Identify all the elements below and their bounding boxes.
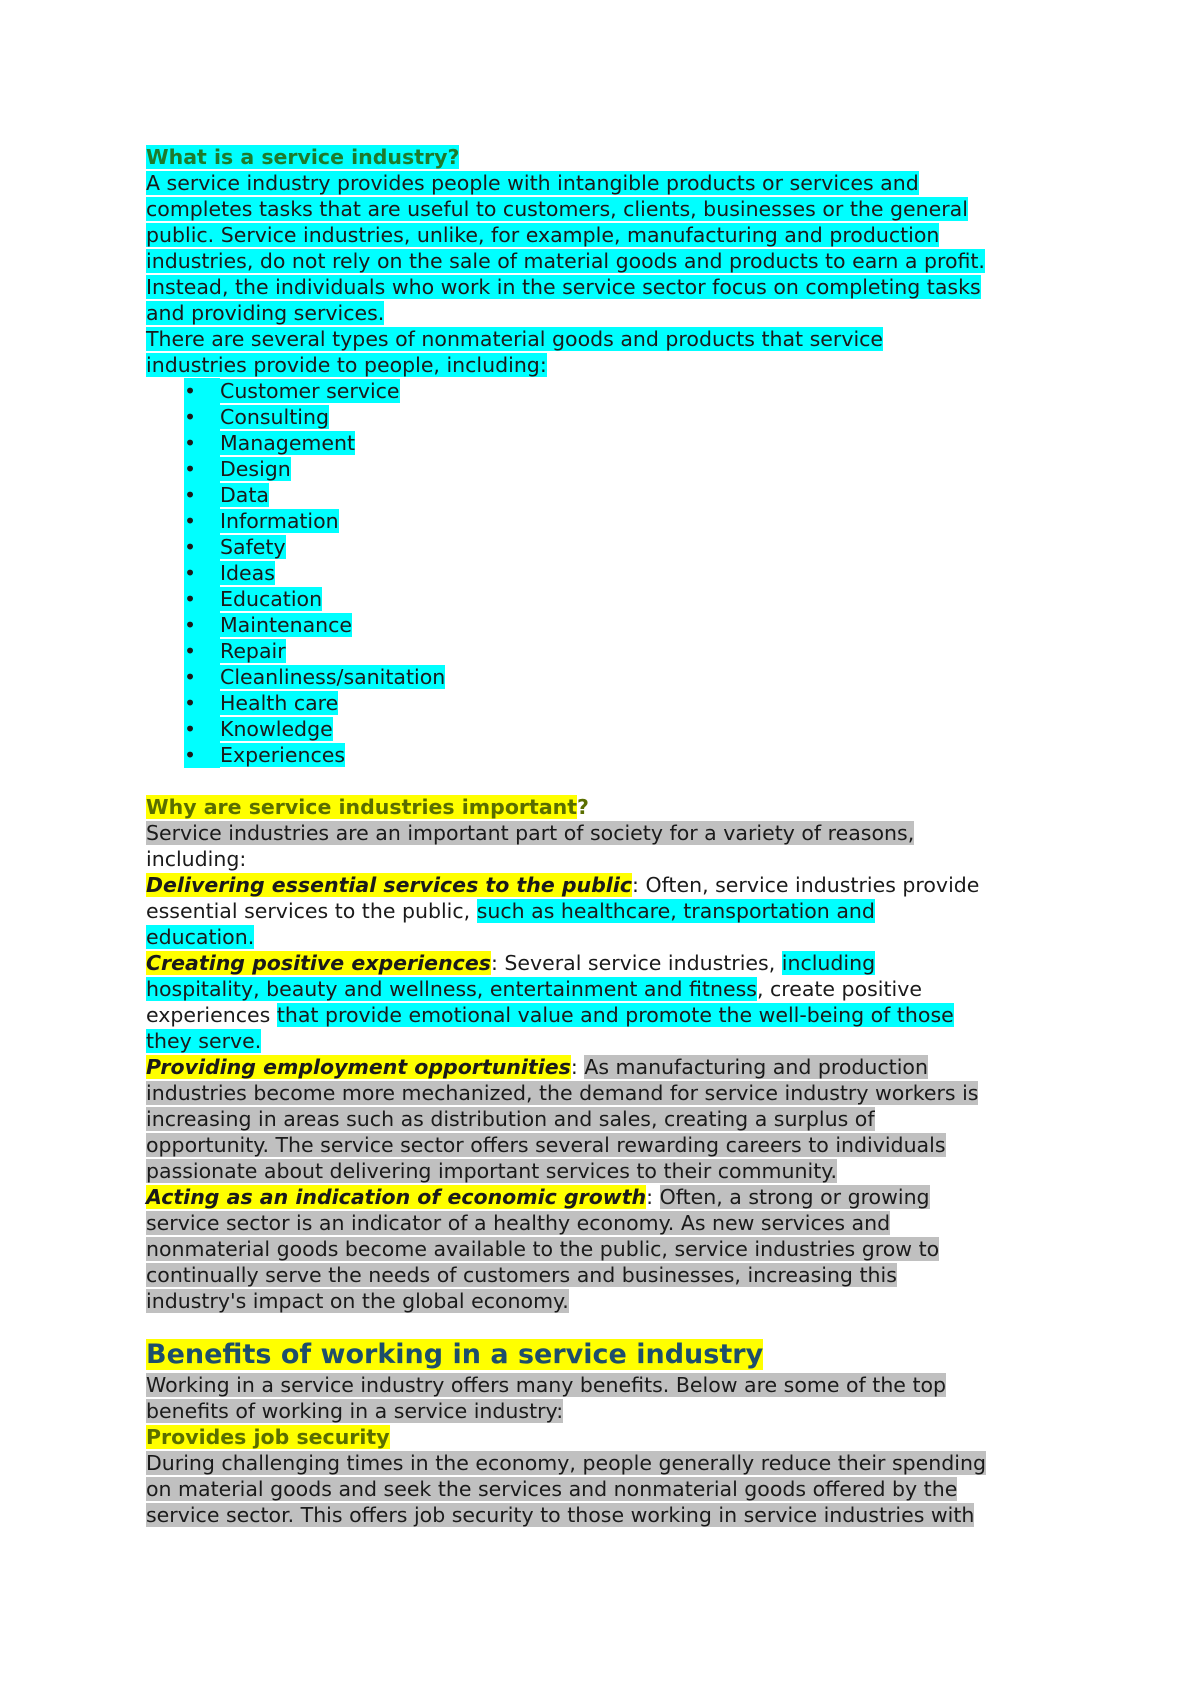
list-item: • Management	[184, 431, 356, 455]
paragraph-importance-intro: Service industries are an important part of society for a variety of reasons, including:	[146, 821, 915, 871]
spacer	[146, 768, 1066, 794]
list-item: • Knowledge	[184, 717, 333, 741]
list-item: • Experiences	[184, 743, 346, 767]
paragraph-benefits-intro: Working in a service industry offers many benefits. Below are some of the top benefits of working in a service industry:	[146, 1373, 947, 1423]
bullet-icon: •	[184, 456, 220, 482]
list-item: • Consulting	[184, 405, 329, 429]
document-body	[146, 144, 1066, 1528]
list-item: • Education	[184, 587, 323, 611]
list-item: • Maintenance	[184, 613, 353, 637]
paragraph-definition: A service industry provides people with intangible products or services and completes tasks that are useful to customers, clients, businesses or the general public. Service industries, unlike, for example, manufacturing and production industries, do not rely on the sale of material goods and products to earn a profit. Instead, the individuals who work in the service sector focus on completing tasks and providing services.	[146, 171, 985, 325]
paragraph-job-security: During challenging times in the economy, people generally reduce their spending on material goods and seek the services and nonmaterial goods offered by the service sector. This offers job security to those working in service industries with	[146, 1451, 986, 1527]
list-item: • Repair	[184, 639, 286, 663]
subheading-job-security: Provides job security	[146, 1425, 390, 1449]
paragraph-essential-services: Delivering essential services to the public: Often, service industries provide essential services to the public, such as healthcare, transportation and education.	[146, 873, 980, 949]
bullet-icon: •	[184, 482, 220, 508]
list-item: • Ideas	[184, 561, 275, 585]
section-heading-benefits: Benefits of working in a service industry	[146, 1339, 764, 1370]
paragraph-economic-growth: Acting as an indication of economic growth: Often, a strong or growing service sector is an indicator of a healthy economy. As new services and nonmaterial goods become available to the public, service industries grow to continually serve the needs of customers and businesses, increasing this industry's impact on the global economy.	[146, 1185, 940, 1313]
list-item: • Customer service	[184, 379, 400, 403]
bullet-icon: •	[184, 716, 220, 742]
bullet-icon: •	[184, 664, 220, 690]
list-item: • Health care	[184, 691, 339, 715]
bullet-icon: •	[184, 378, 220, 404]
spacer	[146, 1314, 1066, 1338]
bullet-icon: •	[184, 742, 220, 768]
bullet-icon: •	[184, 534, 220, 560]
bullet-icon: •	[184, 690, 220, 716]
list-item: • Cleanliness/sanitation	[184, 665, 446, 689]
list-item: • Information	[184, 509, 339, 533]
paragraph-employment: Providing employment opportunities: As manufacturing and production industries become more mechanized, the demand for service industry workers is increasing in areas such as distribution and sales, creating a surplus of opportunity. The service sector offers several rewarding careers to individuals passionate about delivering important services to their community.	[146, 1055, 979, 1183]
section-heading-why-important: Why are service industries important?	[146, 795, 589, 819]
bullet-icon: •	[184, 586, 220, 612]
bullet-icon: •	[184, 560, 220, 586]
bullet-icon: •	[184, 404, 220, 430]
paragraph-positive-experiences: Creating positive experiences: Several service industries, including hospitality, beauty and wellness, entertainment and fitness, create positive experiences that provide emotional value and promote the well-being of those they serve.	[146, 951, 954, 1053]
bullet-icon: •	[184, 508, 220, 534]
bullet-icon: •	[184, 430, 220, 456]
list-item: • Design	[184, 457, 291, 481]
service-types-list	[146, 378, 1066, 768]
paragraph-types: There are several types of nonmaterial goods and products that service industries provide to people, including:	[146, 327, 884, 377]
section-heading-what-is: What is a service industry?	[146, 145, 460, 169]
list-item: • Safety	[184, 535, 286, 559]
bullet-icon: •	[184, 612, 220, 638]
list-item: • Data	[184, 483, 269, 507]
bullet-icon: •	[184, 638, 220, 664]
